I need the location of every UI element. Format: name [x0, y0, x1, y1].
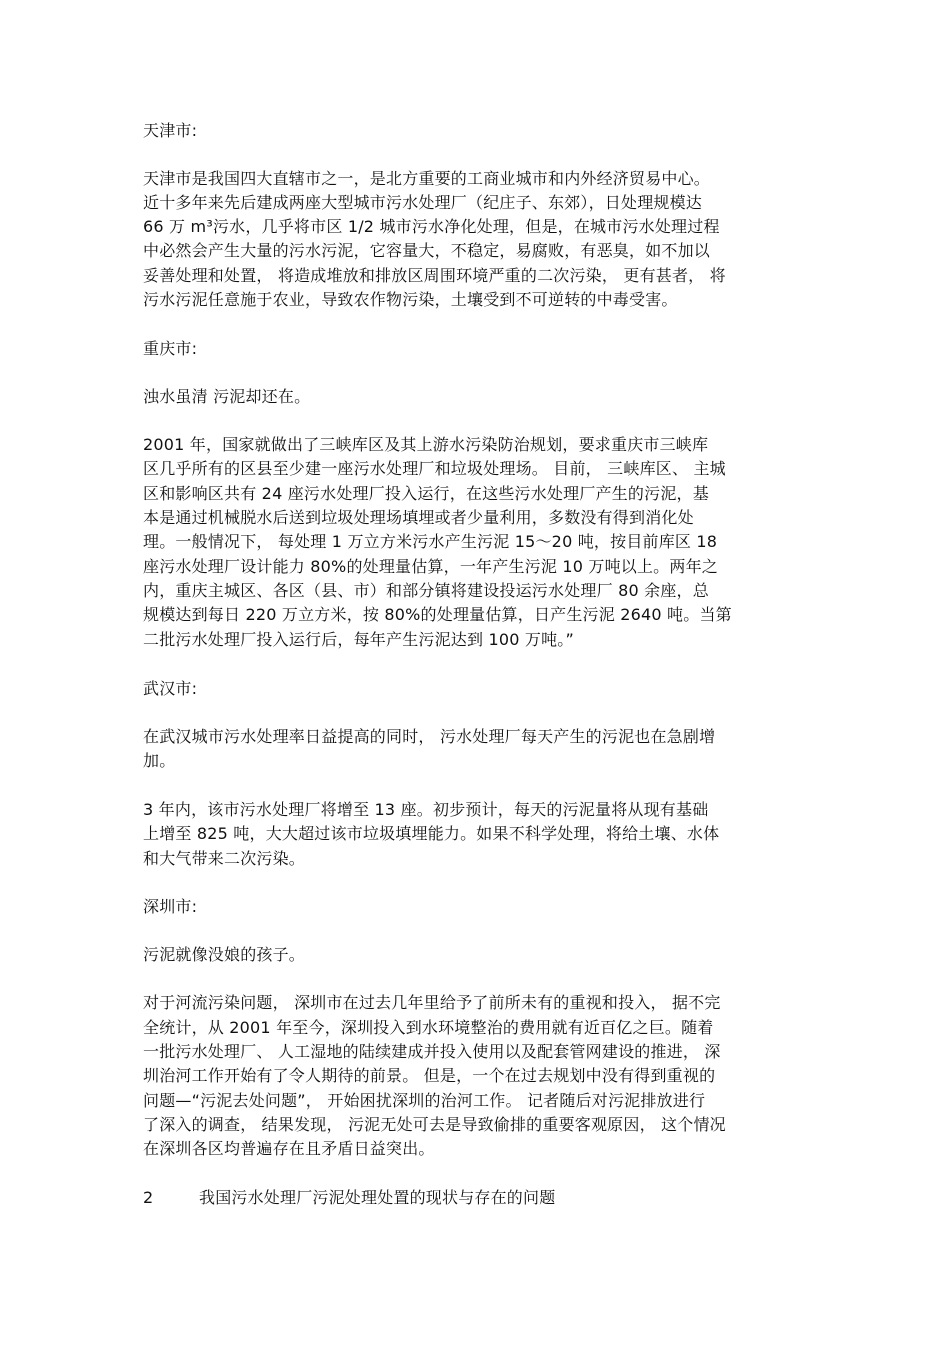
- text-line: 二批污水处理厂投入运行后，每年产生污泥达到 100 万吨。”: [143, 630, 575, 649]
- section-2-heading: [143, 1188, 555, 1208]
- chongqing-subtitle: 浊水虽清 污泥却还在。: [143, 387, 311, 406]
- text-line: 和大气带来二次污染。: [143, 849, 306, 868]
- text-line: 区几乎所有的区县至少建一座污水处理厂和垃圾处理场。 目前， 三峡库区、 主城: [143, 459, 726, 478]
- text-line: 上增至 825 吨，大大超过该市垃圾填埋能力。如果不科学处理，将给土壤、水体: [143, 824, 720, 843]
- text-line: 中必然会产生大量的污水污泥，它容量大，不稳定，易腐败，有恶臭，如不加以: [143, 241, 711, 260]
- text-line: 对于河流污染问题， 深圳市在过去几年里给予了前所未有的重视和投入， 据不完: [143, 993, 721, 1012]
- text-line: 加。: [143, 751, 176, 770]
- chongqing-heading: 重庆市:: [143, 339, 198, 358]
- text-line: 在深圳各区均普遍存在且矛盾日益突出。: [143, 1139, 435, 1158]
- text-line: 全统计，从 2001 年至今，深圳投入到水环境整治的费用就有近百亿之巨。随着: [143, 1018, 714, 1037]
- text-line: 天津市是我国四大直辖市之一，是北方重要的工商业城市和内外经济贸易中心。: [143, 169, 711, 188]
- text-line: 66 万 m³污水，几乎将市区 1/2 城市污水净化处理，但是，在城市污水处理过程: [143, 217, 720, 236]
- text-line: 本是通过机械脱水后送到垃圾处理场填埋或者少量利用，多数没有得到消化处: [143, 508, 694, 527]
- text-line: 座污水处理厂设计能力 80%的处理量估算，一年产生污泥 10 万吨以上。两年之: [143, 557, 718, 576]
- section-number: 2: [143, 1188, 154, 1207]
- section-title: 我国污水处理厂污泥处理处置的现状与存在的问题: [199, 1188, 556, 1207]
- text-line: 理。一般情况下， 每处理 1 万立方米污水产生污泥 15～20 吨，按目前库区 18: [143, 532, 718, 551]
- text-line: 圳治河工作开始有了令人期待的前景。 但是，一个在过去规划中没有得到重视的: [143, 1066, 716, 1085]
- text-line: 问题—“污泥去处问题”， 开始困扰深圳的治河工作。 记者随后对污泥排放进行: [143, 1091, 706, 1110]
- tianjin-heading: 天津市:: [143, 121, 198, 140]
- text-line: 在武汉城市污水处理率日益提高的同时， 污水处理厂每天产生的污泥也在急剧增: [143, 727, 716, 746]
- text-line: 区和影响区共有 24 座污水处理厂投入运行，在这些污水处理厂产生的污泥，基: [143, 484, 709, 503]
- wuhan-heading: 武汉市:: [143, 679, 198, 698]
- text-line: 3 年内，该市污水处理厂将增至 13 座。初步预计，每天的污泥量将从现有基础: [143, 800, 709, 819]
- text-line: 2001 年，国家就做出了三峡库区及其上游水污染防治规划，要求重庆市三峡库: [143, 435, 709, 454]
- text-line: 一批污水处理厂、 人工湿地的陆续建成并投入使用以及配套管网建设的推进， 深: [143, 1042, 721, 1061]
- text-line: 内，重庆主城区、各区（县、市）和部分镇将建设投运污水处理厂 80 余座，总: [143, 581, 709, 600]
- text-line: 规模达到每日 220 万立方米，按 80%的处理量估算，日产生污泥 2640 吨。当第: [143, 605, 732, 624]
- text-line: 近十多年来先后建成两座大型城市污水处理厂（纪庄子、东郊），日处理规模达: [143, 193, 703, 212]
- shenzhen-heading: 深圳市:: [143, 897, 198, 916]
- text-line: 妥善处理和处置， 将造成堆放和排放区周围环境严重的二次污染， 更有甚者， 将: [143, 266, 726, 285]
- shenzhen-subtitle: 污泥就像没娘的孩子。: [143, 945, 306, 964]
- text-line: 污水污泥任意施于农业，导致农作物污染，土壤受到不可逆转的中毒受害。: [143, 290, 678, 309]
- text-line: 了深入的调查， 结果发现， 污泥无处可去是导致偷排的重要客观原因， 这个情况: [143, 1115, 726, 1134]
